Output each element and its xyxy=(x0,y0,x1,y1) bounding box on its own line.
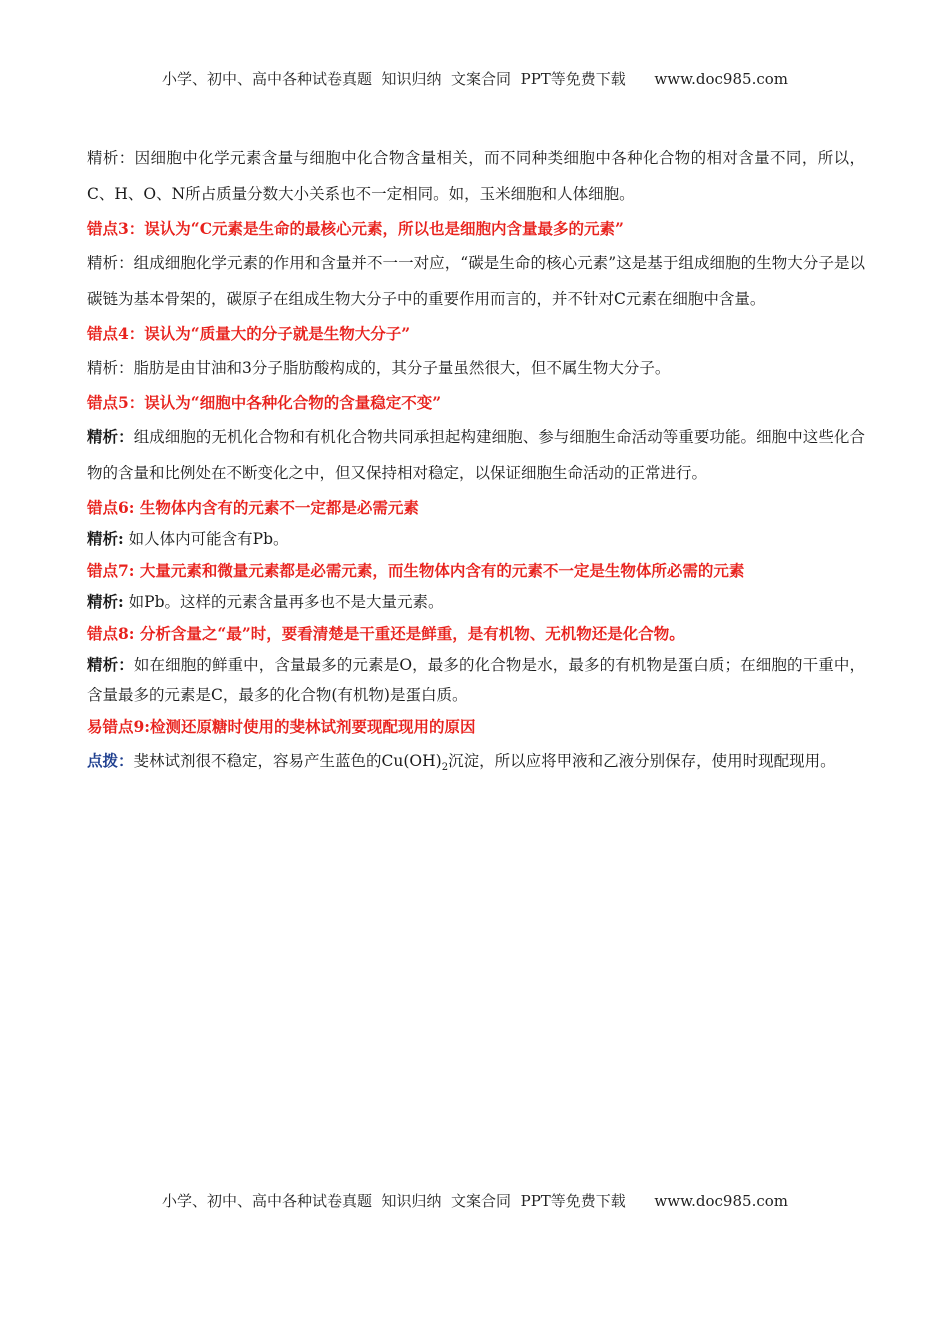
analysis-label: 精析: xyxy=(87,592,124,611)
page-header: 小学、初中、高中各种试卷真题 知识归纳 文案合同 PPT等免费下载 www.doc985.com xyxy=(161,70,788,88)
document-body xyxy=(87,140,865,786)
error-point-7-heading: 错点7: 大量元素和微量元素都是必需元素，而生物体内含有的元素不一定是生物体所必需的元素 xyxy=(87,561,745,580)
analysis-label: 精析： xyxy=(87,149,135,167)
analysis-label: 精析： xyxy=(87,359,134,377)
error-point-6-heading: 错点6: 生物体内含有的元素不一定都是必需元素 xyxy=(87,498,419,517)
analysis-text: 脂肪是由甘油和3分子脂肪酸构成的，其分子量虽然很大，但不属生物大分子。 xyxy=(133,359,671,377)
analysis-label: 精析： xyxy=(87,427,134,446)
analysis-paragraph-1 xyxy=(87,140,865,212)
analysis-label: 精析: xyxy=(87,529,124,548)
analysis-text: 如人体内可能含有Pb。 xyxy=(123,530,289,548)
analysis-paragraph-4 xyxy=(87,350,865,386)
page-footer: 小学、初中、高中各种试卷真题 知识归纳 文案合同 PPT等免费下载 www.doc985.com xyxy=(161,1192,788,1210)
analysis-text: 因细胞中化学元素含量与细胞中化合物含量相关，而不同种类细胞中各种化合物的相对含量不同，所以，C、H、O、N所占质量分数大小关系也不一定相同。如，玉米细胞和人体细胞。 xyxy=(87,149,865,203)
analysis-paragraph-7 xyxy=(87,587,865,617)
analysis-paragraph-6 xyxy=(87,524,865,554)
tip-label: 点拨： xyxy=(87,751,134,770)
error-point-9-heading: 易错点9:检测还原糖时使用的斐林试剂要现配现用的原因 xyxy=(87,717,476,736)
analysis-text: 组成细胞的无机化合物和有机化合物共同承担起构建细胞、参与细胞生命活动等重要功能。细胞中这些化合物的含量和比例处在不断变化之中，但又保持相对稳定，以保证细胞生命活动的正常进行。 xyxy=(87,428,865,482)
error-point-3-heading: 错点3：误认为“C元素是生命的最核心元素，所以也是细胞内含量最多的元素” xyxy=(87,219,624,238)
error-point-4-heading: 错点4：误认为“质量大的分子就是生物大分子” xyxy=(87,324,411,343)
analysis-label: 精析： xyxy=(87,655,134,674)
analysis-label: 精析： xyxy=(87,254,134,272)
tip-paragraph-9 xyxy=(87,743,865,786)
subscript: 2 xyxy=(441,762,449,774)
tip-text-after: 沉淀，所以应将甲液和乙液分别保存，使用时现配现用。 xyxy=(448,752,836,770)
analysis-paragraph-5 xyxy=(87,419,865,491)
analysis-text: 组成细胞化学元素的作用和含量并不一一对应，“碳是生命的核心元素”这是基于组成细胞的生物大分子是以碳链为基本骨架的，碳原子在组成生物大分子中的重要作用而言的，并不针对C元素在细胞中含量。 xyxy=(87,254,865,308)
error-point-5-heading: 错点5：误认为“细胞中各种化合物的含量稳定不变” xyxy=(87,393,442,412)
tip-text-before: 斐林试剂很不稳定，容易产生蓝色的Cu(OH) xyxy=(133,752,442,770)
analysis-text: 如Pb。这样的元素含量再多也不是大量元素。 xyxy=(123,593,444,611)
analysis-paragraph-3 xyxy=(87,245,865,317)
analysis-paragraph-8 xyxy=(87,650,865,710)
error-point-8-heading: 错点8: 分析含量之“最”时，要看清楚是干重还是鲜重，是有机物、无机物还是化合物。 xyxy=(87,624,685,643)
analysis-text: 如在细胞的鲜重中，含量最多的元素是O，最多的化合物是水，最多的有机物是蛋白质；在细胞的干重中，含量最多的元素是C，最多的化合物(有机物)是蛋白质。 xyxy=(87,656,865,704)
